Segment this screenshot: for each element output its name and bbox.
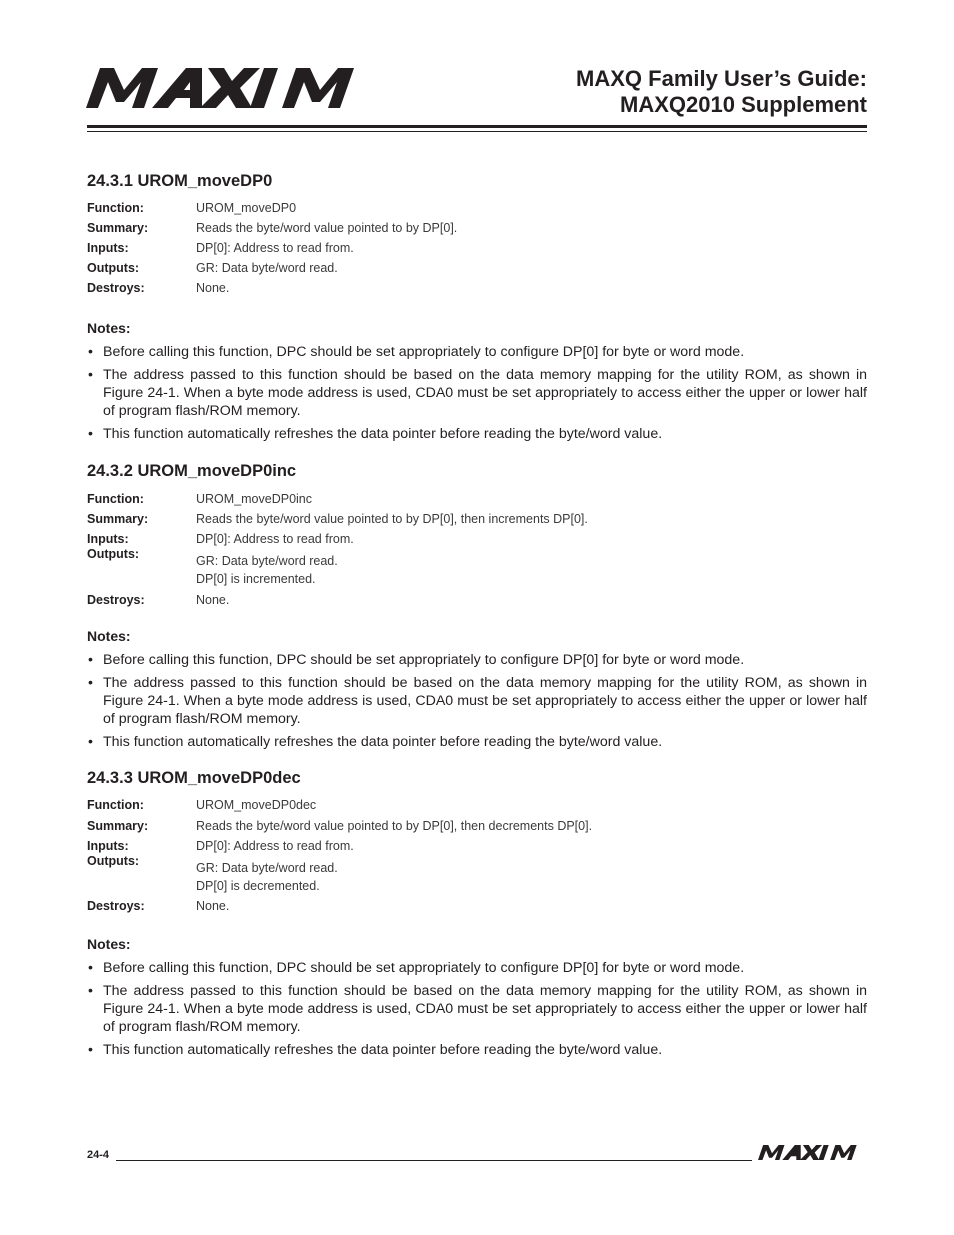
notes-heading: Notes: — [87, 628, 131, 644]
bullet-icon: • — [88, 1042, 93, 1058]
section-urom-movedp0dec — [87, 768, 867, 1058]
field-value: UROM_moveDP0 — [196, 201, 297, 215]
note-text: The address passed to this function should be based on the data memory mapping for the utility ROM, as shown in Figure 24-1. When a byte mode address is used, CDA0 must be set appropriately to access either the upper or lower half of program flash/ROM memory. — [103, 367, 867, 419]
field-value: UROM_moveDP0dec — [196, 798, 317, 812]
document-title-line2: MAXQ2010 Supplement — [620, 92, 867, 117]
page-number: 24-4 — [87, 1149, 110, 1161]
note-item — [87, 366, 867, 420]
field-value: GR: Data byte/word read. — [196, 554, 338, 568]
footer-rule — [116, 1160, 752, 1161]
note-text: Before calling this function, DPC should be set appropriately to configure DP[0] for byte or word mode. — [103, 344, 745, 360]
note-text: This function automatically refreshes the data pointer before reading the byte/word value. — [103, 734, 663, 750]
notes-block — [87, 936, 867, 1064]
field-label: Summary: — [87, 512, 149, 526]
note-text: This function automatically refreshes the data pointer before reading the byte/word value. — [103, 1042, 663, 1058]
notes-heading: Notes: — [87, 936, 131, 952]
header-rule-thin — [87, 131, 867, 132]
bullet-icon: • — [88, 367, 93, 383]
note-item — [87, 733, 867, 751]
field-value: None. — [196, 593, 230, 607]
field-label: Function: — [87, 201, 144, 215]
bullet-icon: • — [88, 426, 93, 442]
section-heading: 24.3.2 UROM_moveDP0inc — [87, 462, 297, 480]
notes-block — [87, 628, 867, 756]
field-value: GR: Data byte/word read. — [196, 261, 338, 275]
field-label: Outputs: — [87, 547, 140, 561]
field-value: Reads the byte/word value pointed to by DP[0], then decrements DP[0]. — [196, 819, 593, 833]
field-label: Outputs: — [87, 854, 140, 868]
field-value: UROM_moveDP0inc — [196, 492, 313, 506]
note-text: Before calling this function, DPC should be set appropriately to configure DP[0] for byte or word mode. — [103, 960, 745, 976]
field-label: Destroys: — [87, 899, 145, 913]
field-label: Summary: — [87, 221, 149, 235]
section-heading: 24.3.3 UROM_moveDP0dec — [87, 769, 301, 787]
note-item — [87, 425, 867, 443]
note-item — [87, 959, 867, 977]
note-item — [87, 982, 867, 1036]
field-value: DP[0]: Address to read from. — [196, 241, 354, 255]
field-value: GR: Data byte/word read. — [196, 861, 338, 875]
note-text: Before calling this function, DPC should be set appropriately to configure DP[0] for byte or word mode. — [103, 652, 745, 668]
notes-heading: Notes: — [87, 320, 131, 336]
field-value: DP[0]: Address to read from. — [196, 532, 354, 546]
note-item — [87, 651, 867, 669]
notes-list — [87, 343, 867, 443]
field-value-2: DP[0] is decremented. — [196, 879, 320, 893]
field-label: Summary: — [87, 819, 149, 833]
bullet-icon: • — [88, 652, 93, 668]
field-label: Destroys: — [87, 593, 145, 607]
maxim-logo — [86, 68, 382, 108]
field-label: Inputs: — [87, 241, 129, 255]
maxim-footer-logo — [758, 1145, 867, 1160]
note-text: The address passed to this function should be based on the data memory mapping for the utility ROM, as shown in Figure 24-1. When a byte mode address is used, CDA0 must be set appropriately to access either the upper or lower half of program flash/ROM memory. — [103, 675, 867, 727]
document-title — [576, 66, 867, 118]
field-value: None. — [196, 899, 230, 913]
header-rule — [87, 125, 867, 128]
section-urom-movedp0inc — [87, 461, 867, 750]
bullet-icon: • — [88, 675, 93, 691]
note-text: The address passed to this function should be based on the data memory mapping for the utility ROM, as shown in Figure 24-1. When a byte mode address is used, CDA0 must be set appropriately to access either the upper or lower half of program flash/ROM memory. — [103, 983, 867, 1035]
notes-list — [87, 651, 867, 751]
note-item — [87, 674, 867, 728]
section-heading: 24.3.1 UROM_moveDP0 — [87, 172, 273, 190]
field-value-2: DP[0] is incremented. — [196, 572, 316, 586]
field-label: Function: — [87, 492, 144, 506]
note-text: This function automatically refreshes the data pointer before reading the byte/word value. — [103, 426, 663, 442]
notes-block — [87, 320, 867, 448]
bullet-icon: • — [88, 734, 93, 750]
bullet-icon: • — [88, 983, 93, 999]
bullet-icon: • — [88, 960, 93, 976]
field-label: Destroys: — [87, 281, 145, 295]
field-label: Function: — [87, 798, 144, 812]
field-value: Reads the byte/word value pointed to by DP[0], then increments DP[0]. — [196, 512, 588, 526]
field-value: DP[0]: Address to read from. — [196, 839, 354, 853]
field-label: Inputs: — [87, 839, 129, 853]
field-value: None. — [196, 281, 230, 295]
notes-list — [87, 959, 867, 1059]
note-item — [87, 1041, 867, 1059]
note-item — [87, 343, 867, 361]
field-label: Outputs: — [87, 261, 140, 275]
field-label: Inputs: — [87, 532, 129, 546]
bullet-icon: • — [88, 344, 93, 360]
field-value: Reads the byte/word value pointed to by DP[0]. — [196, 221, 458, 235]
document-title-line1: MAXQ Family User’s Guide: — [576, 66, 867, 91]
section-urom-movedp0 — [87, 171, 867, 442]
